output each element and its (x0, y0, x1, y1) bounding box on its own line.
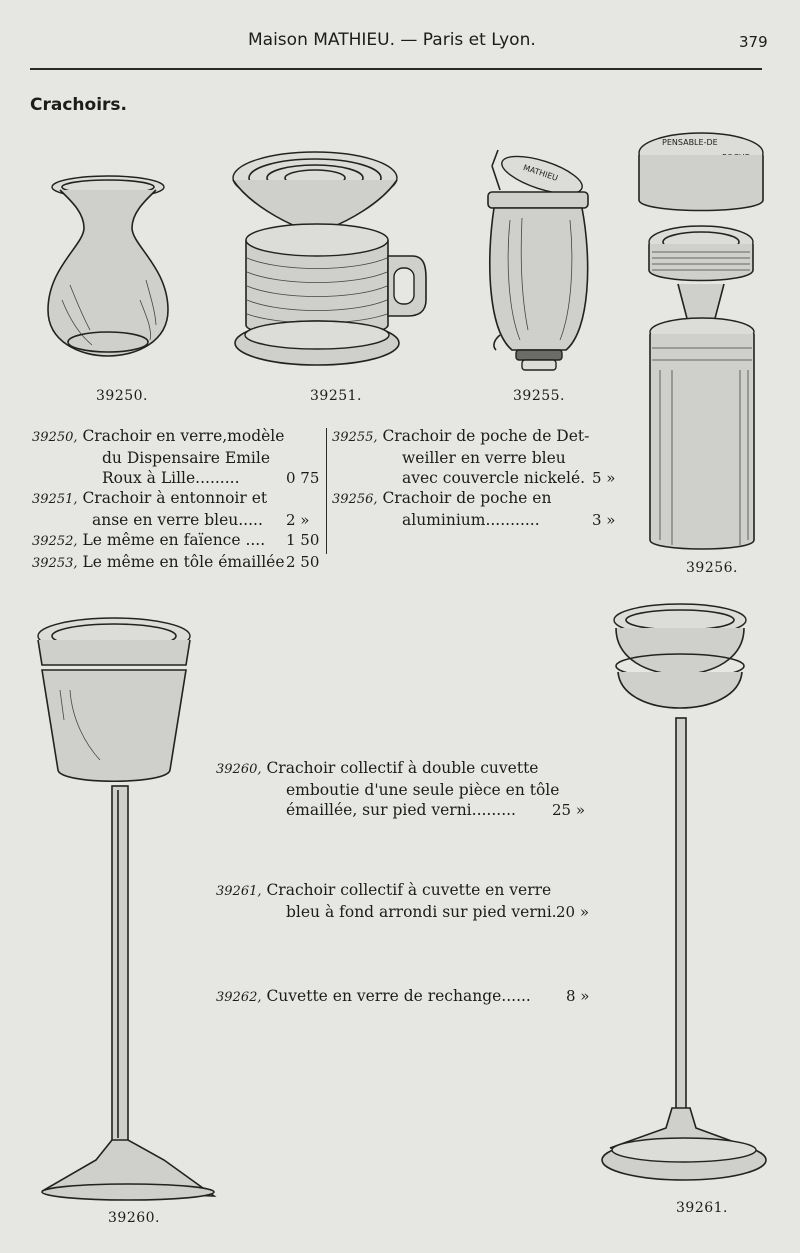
column-divider (326, 428, 327, 554)
list-item: anse en verre bleu..... 2 » (92, 511, 310, 529)
list-item: 39260, Crachoir collectif à double cuvette (216, 759, 539, 777)
vase-spittoon-illustration (48, 176, 168, 356)
list-item: 39256, Crachoir de poche en (332, 489, 552, 507)
list-item: bleu à fond arrondi sur pied verni. 20 » (286, 903, 590, 921)
list-item: 39252, Le même en faïence .... 1 50 (32, 531, 320, 549)
entry-39261 (216, 880, 616, 922)
figure-label-39260: 39260. (108, 1210, 160, 1226)
list-item: weiller en verre bleu (402, 449, 566, 467)
entry-39262 (216, 986, 616, 1008)
left-price-list (32, 426, 322, 574)
right-price-list (332, 426, 632, 530)
list-item: 39250, Crachoir en verre,modèle (32, 427, 285, 445)
entry-39260 (216, 758, 616, 820)
list-item: 39253, Le même en tôle émaillée 2 50 (32, 553, 320, 571)
funnel-mug-illustration (233, 152, 426, 365)
figure-label-39255: 39255. (513, 388, 565, 404)
pocket-flask-illustration (488, 149, 588, 370)
list-item: 39251, Crachoir à entonnoir et (32, 489, 268, 507)
page-number: 379 (739, 33, 768, 51)
price: 8 » (566, 987, 590, 1005)
price: 1 50 (286, 531, 320, 549)
price: 2 50 (286, 553, 320, 571)
list-item: 39262, Cuvette en verre de rechange...... 8 » (216, 987, 590, 1005)
list-item: avec couvercle nickelé. 5 » (402, 469, 616, 487)
figure-label-39251: 39251. (310, 388, 362, 404)
figure-label-39250: 39250. (96, 388, 148, 404)
price: 0 75 (286, 469, 320, 487)
list-item: du Dispensaire Emile (102, 449, 271, 467)
price: 20 » (556, 903, 590, 921)
section-title: Crachoirs. (30, 95, 127, 115)
running-header: Maison MATHIEU. — Paris et Lyon. (248, 30, 536, 50)
price: 5 » (592, 469, 616, 487)
collective-double-cup-spittoon-illustration (38, 618, 214, 1200)
price: 25 » (552, 801, 586, 819)
price: 2 » (286, 511, 310, 529)
collective-glass-cup-spittoon-illustration (602, 604, 766, 1180)
figure-label-39261: 39261. (676, 1200, 728, 1216)
list-item: aluminium........... 3 » (402, 511, 616, 529)
list-item: emboutie d'une seule pièce en tôle (286, 781, 560, 799)
list-item: émaillée, sur pied verni......... 25 » (286, 801, 586, 819)
lid-engraving-top: PENSABLE-DE (662, 138, 718, 147)
list-item: Roux à Lille......... 0 75 (102, 469, 320, 487)
list-item: 39255, Crachoir de poche de Det- (332, 427, 590, 445)
list-item: 39261, Crachoir collectif à cuvette en verre (216, 881, 552, 899)
flask-lid-engraving: MATHIEU (522, 163, 560, 183)
price: 3 » (592, 511, 616, 529)
aluminium-pocket-spittoon-illustration (639, 133, 763, 549)
figure-label-39256: 39256. (686, 560, 738, 576)
